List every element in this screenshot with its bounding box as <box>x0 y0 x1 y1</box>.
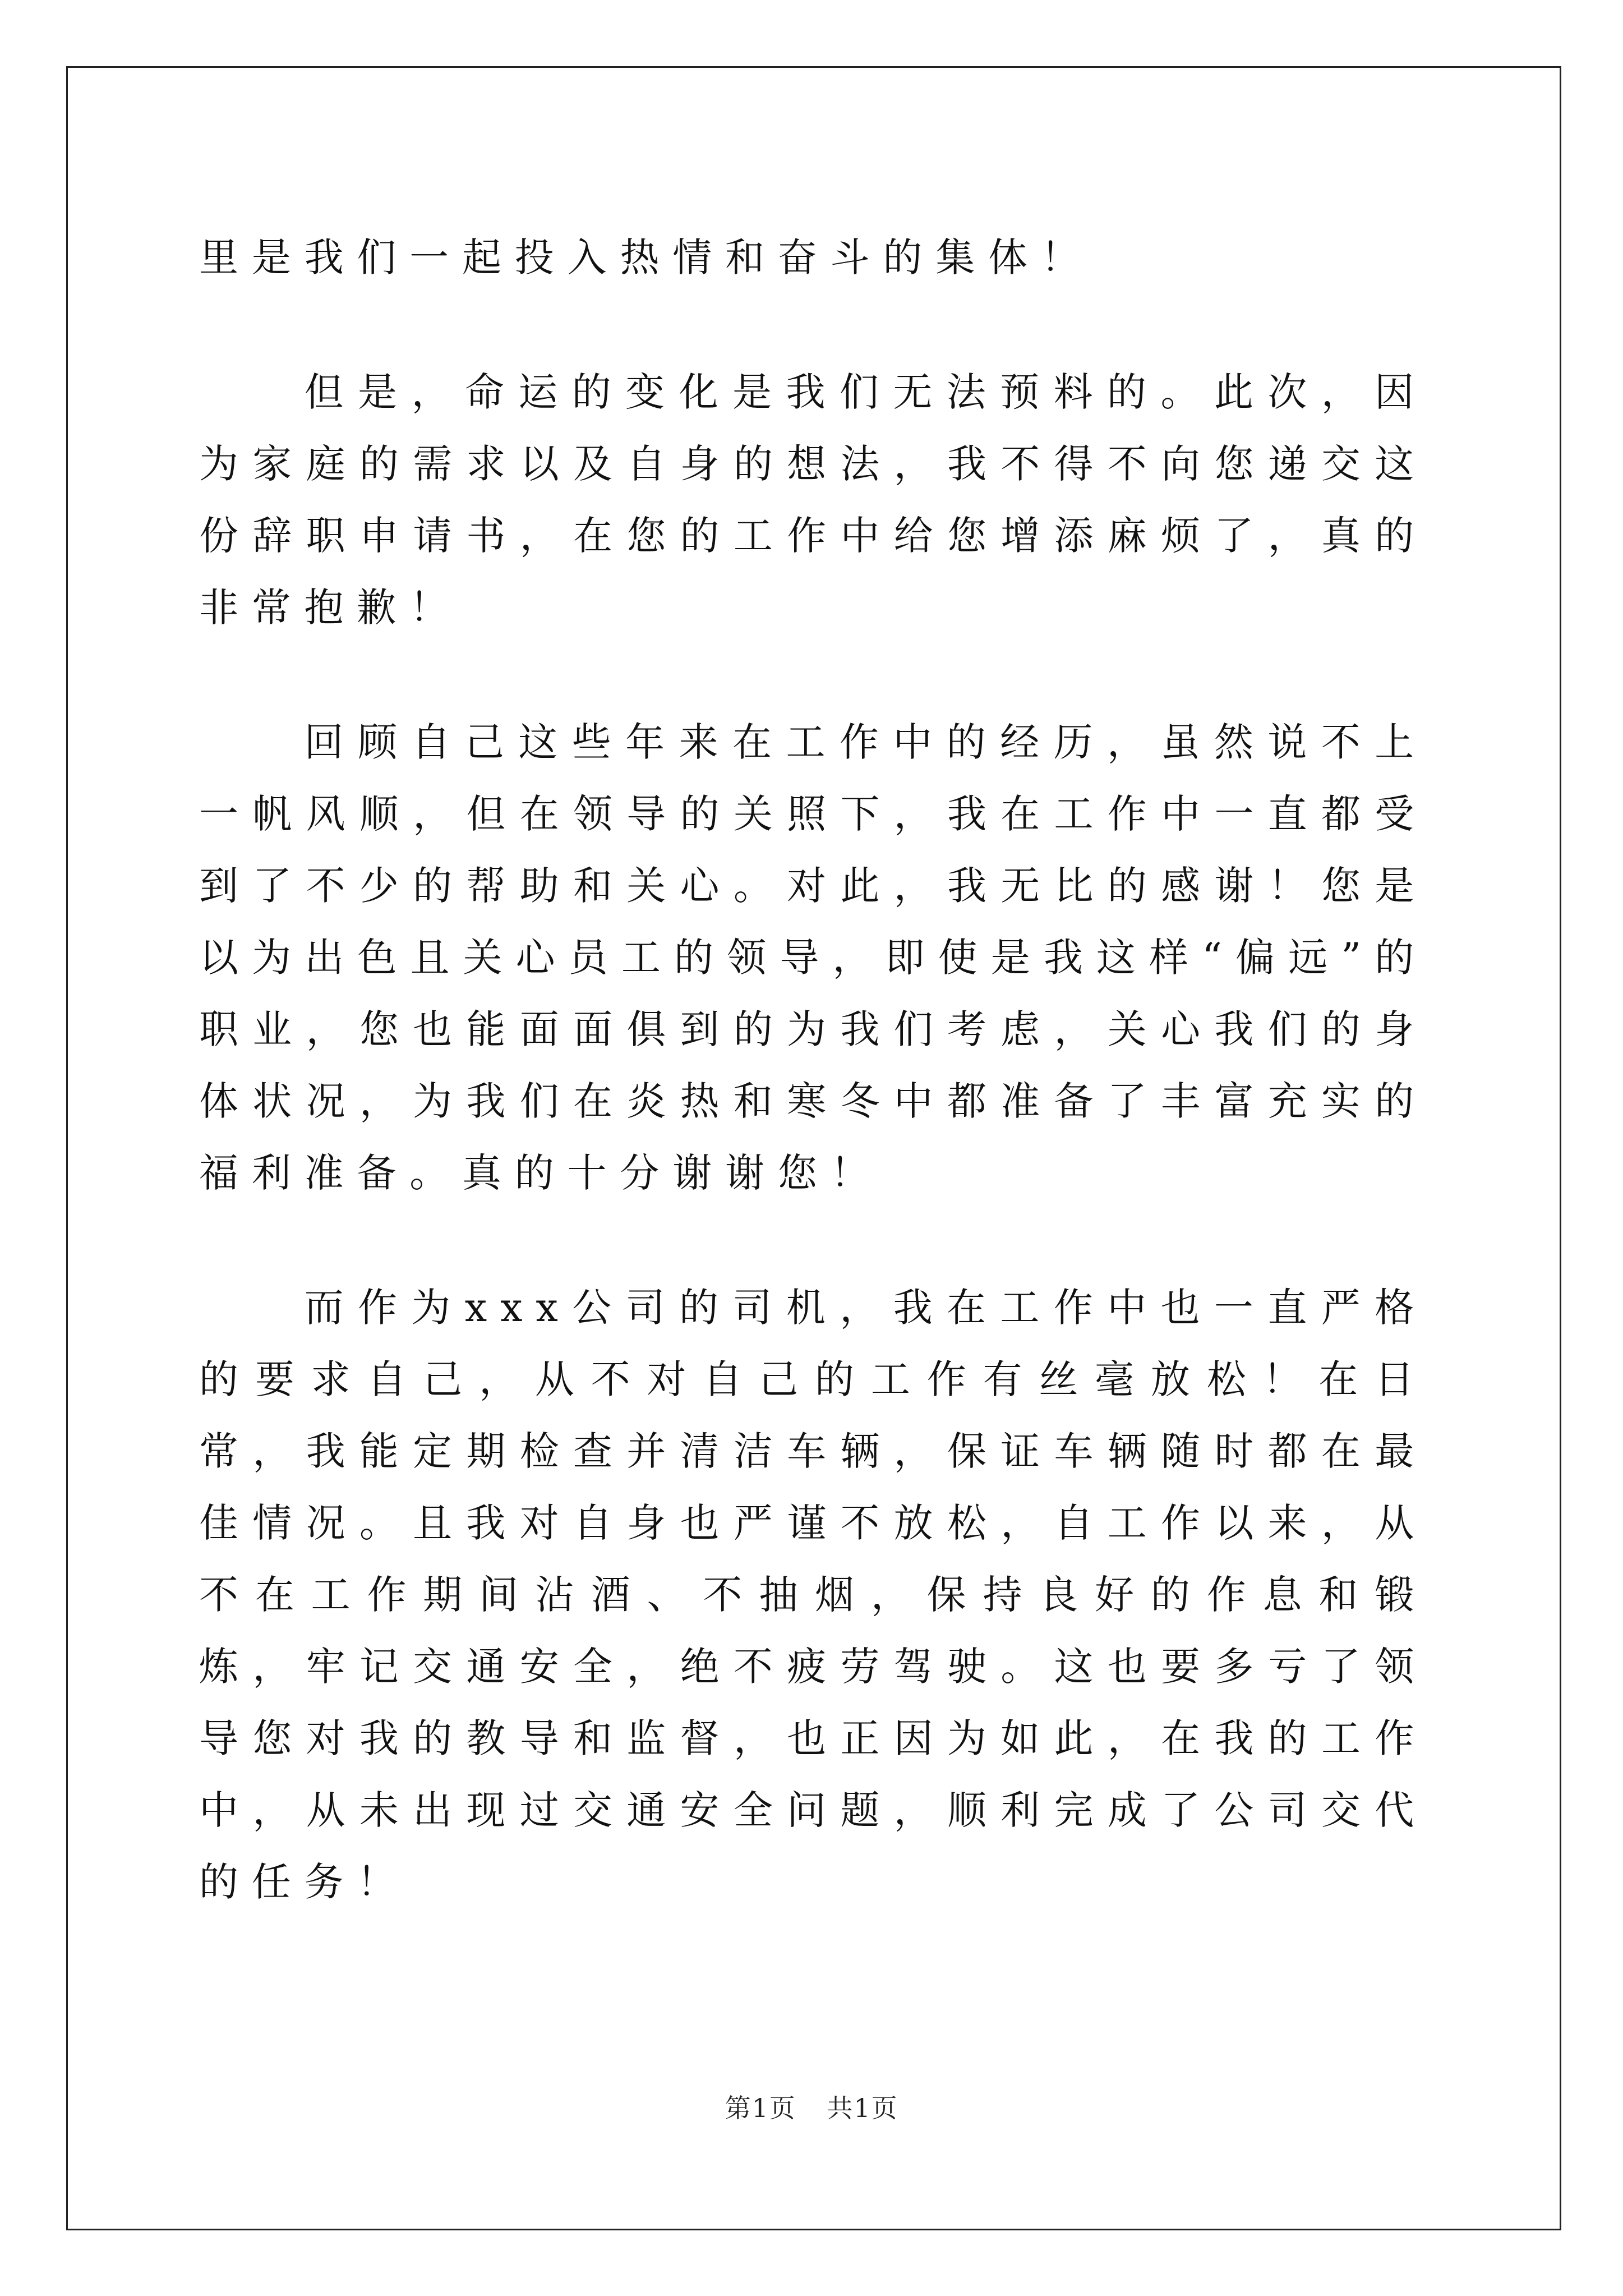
page-total: 共1页 <box>827 2093 898 2123</box>
document-body <box>199 222 1427 1918</box>
paragraph-4: 而作为xxx公司的司机，我在工作中也一直严格的要求自己，从不对自己的工作有丝毫放松！在日常，我能定期检查并清洁车辆，保证车辆随时都在最佳情况。且我对自身也严谨不放松，自工作以来，从不在工作期间沾酒、不抽烟，保持良好的作息和锻炼，牢记交通安全，绝不疲劳驾驶。这也要多亏了领导您对我的教导和监督，也正因为如此，在我的工作中，从未出现过交通安全问题，顺利完成了公司交代的任务！ <box>199 1285 1427 1905</box>
page-footer <box>0 2088 1623 2125</box>
page-number: 第1页 <box>725 2093 796 2123</box>
paragraph-3: 回顾自己这些年来在工作中的经历，虽然说不上一帆风顺，但在领导的关照下，我在工作中一直都受到了不少的帮助和关心。对此，我无比的感谢！您是以为出色且关心员工的领导，即使是我这样“偏远”的职业，您也能面面俱到的为我们考虑，关心我们的身体状况，为我们在炎热和寒冬中都准备了丰富充实的福利准备。真的十分谢谢您！ <box>199 719 1427 1196</box>
paragraph-continuation: 里是我们一起投入热情和奋斗的集体！ <box>199 234 1094 280</box>
paragraph-2: 但是，命运的变化是我们无法预料的。此次，因为家庭的需求以及自身的想法，我不得不向您递交这份辞职申请书，在您的工作中给您增添麻烦了，真的非常抱歉！ <box>199 369 1427 631</box>
